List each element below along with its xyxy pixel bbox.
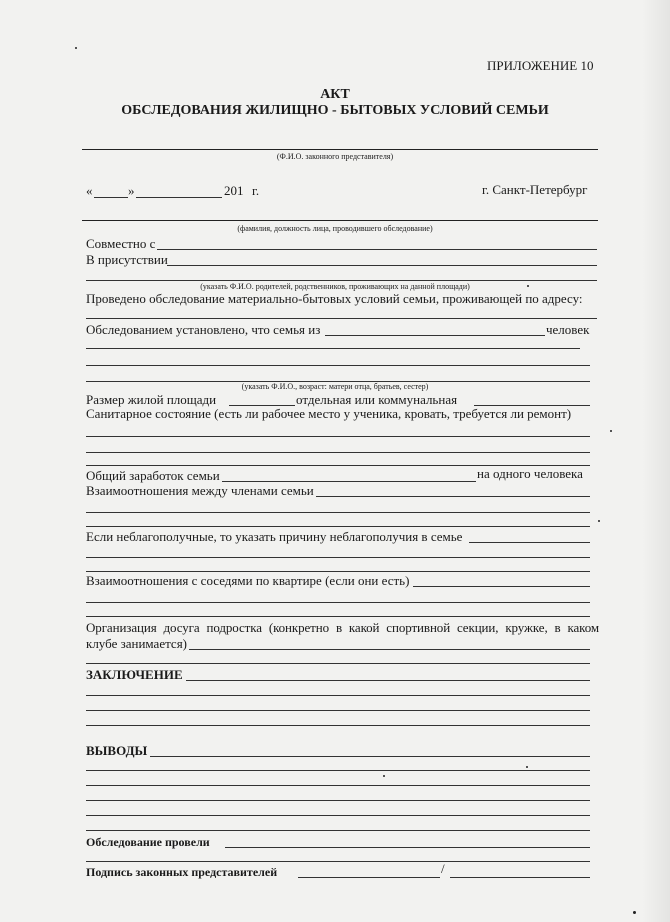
date-year: 201 <box>224 183 244 198</box>
city-label: г. Санкт-Петербург <box>482 182 588 197</box>
scan-speck <box>526 766 528 768</box>
family-size-line[interactable] <box>325 335 545 336</box>
troubled-line[interactable] <box>469 542 590 543</box>
relationships-label: Взаимоотношения между членами семьи <box>86 483 314 498</box>
neighbors-label: Взаимоотношения с соседями по квартире (если они есть) <box>86 573 410 588</box>
living-area-label: Размер жилой площади <box>86 392 217 407</box>
together-with-label: Совместно с <box>86 236 156 251</box>
relatives-caption: (указать Ф.И.О. родителей, родственников, проживающих на данной площади) <box>200 282 470 291</box>
leisure-line-2[interactable] <box>86 663 590 664</box>
scan-speck <box>75 47 77 49</box>
guardians-signature-label: Подпись законных представителей <box>86 865 278 879</box>
total-income-label: Общий заработок семьи <box>86 468 220 483</box>
address-line[interactable] <box>86 318 597 319</box>
guardian-name-line[interactable] <box>82 149 598 150</box>
per-person-label: на одного человека <box>477 466 583 481</box>
date-year-suffix: г. <box>252 183 260 198</box>
scan-speck <box>633 911 636 914</box>
conducted-by-label: Обследование провели <box>86 835 210 849</box>
total-income-line[interactable] <box>222 481 476 482</box>
relationships-line-2[interactable] <box>86 512 590 513</box>
signature-line-right[interactable] <box>450 877 590 878</box>
conclusion-line-3[interactable] <box>86 710 590 711</box>
date-month-line[interactable] <box>136 197 222 198</box>
conclusion-heading: ЗАКЛЮЧЕНИЕ <box>86 667 183 682</box>
family-line-1[interactable] <box>86 348 580 349</box>
family-members-caption: (указать Ф.И.О., возраст: матери отца, братьев, сестер) <box>241 382 429 391</box>
in-presence-label: В присутствии <box>86 252 168 267</box>
date-day-line[interactable] <box>94 197 128 198</box>
conducted-by-line-2[interactable] <box>86 861 590 862</box>
family-line-2[interactable] <box>86 365 590 366</box>
signature-slash: / <box>441 861 445 876</box>
in-presence-line[interactable] <box>167 265 597 266</box>
conducted-by-line[interactable] <box>225 847 590 848</box>
findings-line-1[interactable] <box>150 756 590 757</box>
separate-shared-label: отдельная или коммунальная <box>296 392 458 407</box>
signature-line-left[interactable] <box>298 877 440 878</box>
leisure-line[interactable] <box>189 649 590 650</box>
scan-speck <box>383 775 385 777</box>
findings-line-3[interactable] <box>86 785 590 786</box>
relationships-line-3[interactable] <box>86 526 590 527</box>
troubled-line-3[interactable] <box>86 571 590 572</box>
act-title: АКТ <box>320 87 350 102</box>
findings-line-6[interactable] <box>86 830 590 831</box>
survey-label: Проведено обследование материально-бытовых условий семьи, проживающей по адресу: <box>86 291 583 306</box>
leisure-label-1: Организация досуга подростка (конкретно в какой спортивной секции, кружке, в каком <box>86 620 599 635</box>
conclusion-line-1[interactable] <box>186 680 590 681</box>
scan-edge-shadow <box>642 0 670 922</box>
troubled-label: Если неблагополучные, то указать причину неблагополучия в семье <box>86 529 463 544</box>
neighbors-line-2[interactable] <box>86 602 590 603</box>
sanitary-label: Санитарное состояние (есть ли рабочее место у ученика, кровать, требуется ли ремонт) <box>86 406 572 421</box>
together-with-line[interactable] <box>157 249 597 250</box>
persons-label: человек <box>546 322 590 337</box>
date-close-quote: » <box>128 183 135 198</box>
scan-speck <box>598 520 600 522</box>
act-subtitle: ОБСЛЕДОВАНИЯ ЖИЛИЩНО - БЫТОВЫХ УСЛОВИЙ СЕМЬИ <box>121 103 549 118</box>
neighbors-line[interactable] <box>413 586 590 587</box>
troubled-line-2[interactable] <box>86 557 590 558</box>
leisure-label-2: клубе занимается) <box>86 636 188 651</box>
inspector-caption: (фамилия, должность лица, проводившего обследование) <box>237 224 433 233</box>
relationships-line[interactable] <box>316 496 590 497</box>
scan-speck <box>527 285 529 287</box>
conclusion-line-4[interactable] <box>86 725 590 726</box>
scan-speck <box>610 430 612 432</box>
appendix-label: ПРИЛОЖЕНИЕ 10 <box>487 58 594 73</box>
findings-heading: ВЫВОДЫ <box>86 743 148 758</box>
conclusion-line-2[interactable] <box>86 695 590 696</box>
date-open-quote: « <box>86 183 93 198</box>
neighbors-line-3[interactable] <box>86 616 590 617</box>
inspector-line[interactable] <box>82 220 598 221</box>
guardian-name-caption: (Ф.И.О. законного представителя) <box>276 152 394 161</box>
sanitary-line-1[interactable] <box>86 436 590 437</box>
findings-line-2[interactable] <box>86 770 590 771</box>
sanitary-line-2[interactable] <box>86 452 590 453</box>
findings-line-4[interactable] <box>86 800 590 801</box>
in-presence-line-2[interactable] <box>86 280 597 281</box>
established-label: Обследованием установлено, что семья из <box>86 322 321 337</box>
findings-line-5[interactable] <box>86 815 590 816</box>
